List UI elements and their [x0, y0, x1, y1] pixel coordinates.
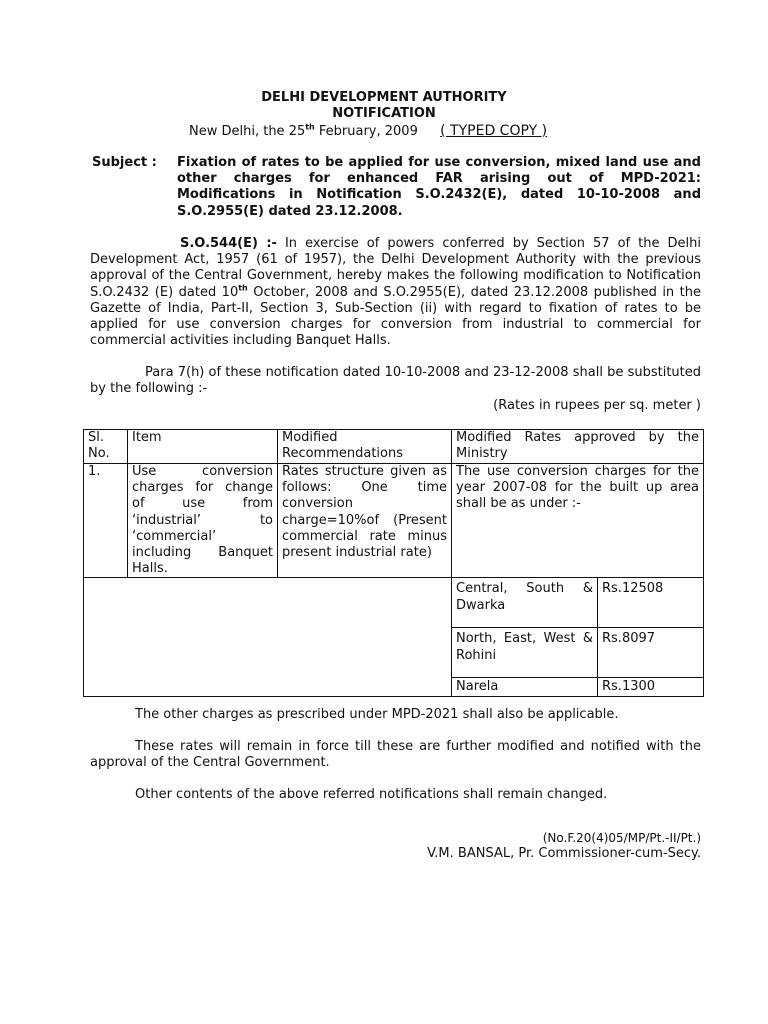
date-text: New Delhi, the 25	[189, 124, 306, 139]
authority-name: DELHI DEVELOPMENT AUTHORITY	[261, 90, 507, 105]
empty-cell	[84, 578, 452, 696]
paragraph-so544-part1: In exercise of powers conferred by Section 57 of the Delhi Development Act, 1957 (61 of 1957), the Delhi Development Authority with the previous approval of the Central Government, hereby makes the following modification to Notification S.O.2432 (E) dated 10	[90, 236, 701, 300]
file-number: (No.F.20(4)05/MP/Pt.-II/Pt.)	[542, 831, 701, 845]
closing-paragraph-other-contents: Other contents of the above referred notifications shall remain changed.	[135, 787, 608, 802]
rates-unit-note: (Rates in rupees per sq. meter )	[493, 398, 701, 413]
typed-copy-label: ( TYPED COPY )	[440, 123, 548, 139]
row-item: Use conversion charges for change of use from ‘industrial’ to ‘commercial’ including Banquet Halls.	[128, 464, 278, 578]
paragraph-so544-part2: October, 2008 and S.O.2955(E), dated 23.12.2008 published in the Gazette of India, Part-II, Section 3, Sub-Section (ii) with regard to fixation of rates to be applied for use conversion charges for conversion from industrial to commercial for commercial activities including Banquet Halls.	[90, 284, 701, 349]
rate-value-north: Rs.8097	[598, 628, 704, 678]
rates-table	[83, 429, 704, 697]
subject-text: Fixation of rates to be applied for use conversion, mixed land use and other charges for enhanced FAR arising out of MPD-2021: Modifications in Notification S.O.2432(E), dated 10-10-2008 and S.O.2955(E) dated 23.12.2008.	[177, 155, 701, 219]
date-month-year: February, 2009	[314, 124, 418, 139]
date-ordinal: th	[305, 122, 315, 132]
row-approved-rates: The use conversion charges for the year 2007-08 for the built up area shall be as under :-	[452, 464, 704, 578]
paragraph-substitution: Para 7(h) of these notification dated 10-10-2008 and 23-12-2008 shall be substituted by the following :-	[90, 365, 701, 397]
closing-paragraph-rates-in-force: These rates will remain in force till these are further modified and notified with the approval of the Central Government.	[90, 739, 701, 771]
rate-area-narela: Narela	[452, 678, 598, 696]
rate-area-north: North, East, West & Rohini	[452, 628, 598, 678]
subject-label: Subject :	[92, 155, 157, 170]
table-row	[84, 464, 704, 578]
header-modified-rates: Modified Rates approved by the Ministry	[452, 430, 704, 464]
table-header-row	[84, 430, 704, 464]
row-sl-no: 1.	[84, 464, 128, 578]
rate-area-central: Central, South & Dwarka	[452, 578, 598, 628]
closing-paragraph-other-charges: The other charges as prescribed under MPD-2021 shall also be applicable.	[135, 707, 619, 722]
rates-row-central	[84, 578, 704, 628]
header-modified-recommendations: Modified Recommendations	[278, 430, 452, 464]
rate-value-central: Rs.12508	[598, 578, 704, 628]
paragraph-so544-ordinal: th	[238, 283, 248, 293]
so-number: S.O.544(E) :-	[180, 236, 277, 251]
signatory: V.M. BANSAL, Pr. Commissioner-cum-Secy.	[427, 846, 701, 861]
notification-heading: NOTIFICATION	[332, 106, 436, 121]
row-recommendation: Rates structure given as follows: One time conversion charge=10%of (Present commercial rate minus present industrial rate)	[278, 464, 452, 578]
header-sl-no: Sl. No.	[84, 430, 128, 464]
paragraph-so544	[90, 236, 701, 349]
header-item: Item	[128, 430, 278, 464]
rate-value-narela: Rs.1300	[598, 678, 704, 696]
date-line	[189, 123, 709, 140]
